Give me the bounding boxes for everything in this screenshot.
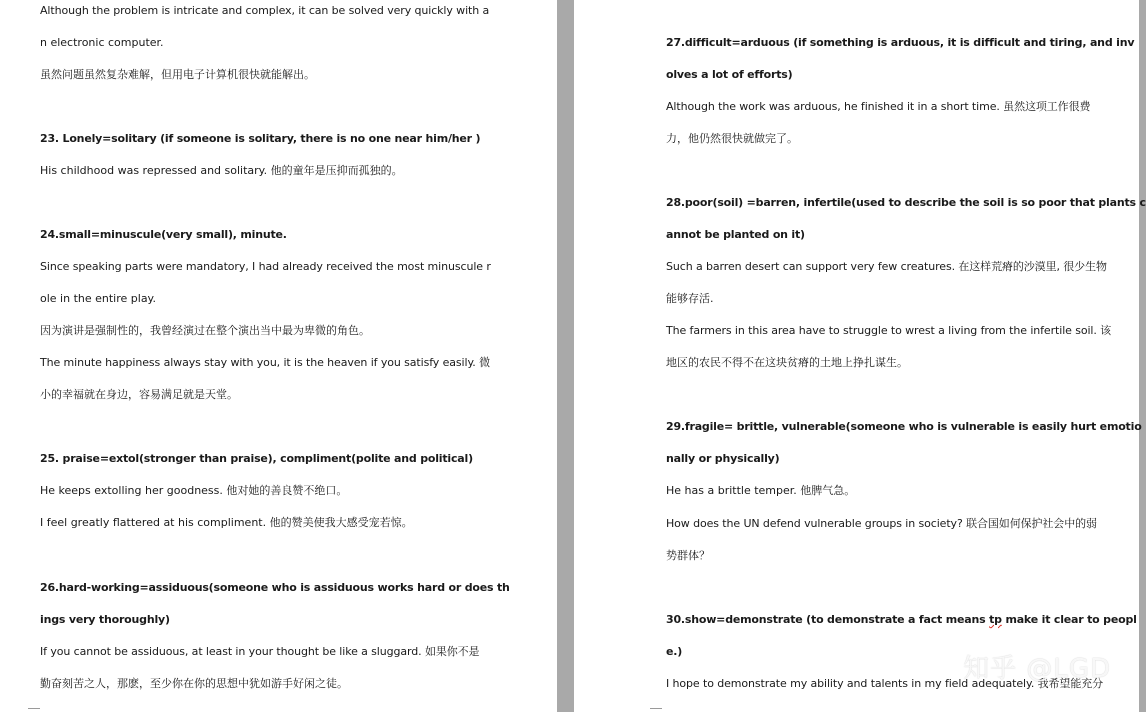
entry-heading: 25. praise=extol(stronger than praise), compliment(polite and political)	[40, 452, 473, 465]
text-line: The farmers in this area have to struggle to wrest a living from the infertile soil. 该	[666, 324, 1112, 337]
text-line: How does the UN defend vulnerable groups in society? 联合国如何保护社会中的弱	[666, 517, 1097, 530]
entry-heading: annot be planted on it)	[666, 228, 805, 241]
text-line: 力，他仍然很快就做完了。	[666, 132, 798, 145]
entry-heading: 26.hard-working=assiduous(someone who is assiduous works hard or does th	[40, 581, 510, 594]
entry-heading: e.)	[666, 645, 683, 658]
text-line: Such a barren desert can support very few creatures. 在这样荒瘠的沙漠里, 很少生物	[666, 260, 1107, 273]
watermark: 知乎 @LGD	[963, 654, 1111, 684]
page-corner-mark	[28, 708, 40, 712]
spelling-error-mark: tp	[989, 613, 1002, 626]
text-line: n electronic computer.	[40, 36, 164, 49]
text-line: His childhood was repressed and solitary. 他的童年是压抑而孤独的。	[40, 164, 403, 177]
text-line: Since speaking parts were mandatory, I had already received the most minuscule r	[40, 260, 491, 273]
document-page-left	[0, 0, 557, 712]
text-line: Although the problem is intricate and complex, it can be solved very quickly with a	[40, 4, 490, 17]
text-line: 勤奋刻苦之人，那麽，至少你在你的思想中犹如游手好闲之徒。	[40, 677, 348, 690]
text-segment: make it clear to peopl	[1001, 613, 1137, 626]
text-line: He has a brittle temper. 他脾气急。	[666, 484, 856, 497]
text-line: 因为演讲是强制性的，我曾经演过在整个演出当中最为卑微的角色。	[40, 324, 370, 337]
entry-heading: 29.fragile= brittle, vulnerable(someone who is vulnerable is easily hurt emotio	[666, 420, 1142, 433]
entry-heading: ings very thoroughly)	[40, 613, 170, 626]
text-line: 虽然问题虽然复杂难解，但用电子计算机很快就能解出。	[40, 68, 315, 81]
text-line: The minute happiness always stay with you, it is the heaven if you satisfy easily. 微	[40, 356, 490, 369]
entry-heading: 24.small=minuscule(very small), minute.	[40, 228, 287, 241]
entry-heading: 28.poor(soil) =barren, infertile(used to describe the soil is so poor that plants c	[666, 196, 1146, 209]
text-line: 能够存活.	[666, 292, 714, 305]
text-segment: 30.show=demonstrate (to demonstrate a fact means	[666, 613, 990, 626]
page-corner-mark	[650, 708, 662, 712]
entry-heading: 27.difficult=arduous (if something is arduous, it is difficult and tiring, and inv	[666, 36, 1135, 49]
text-line: He keeps extolling her goodness. 他对她的善良赞不绝口。	[40, 484, 348, 497]
text-line: 小的幸福就在身边，容易满足就是天堂。	[40, 388, 238, 401]
text-line: I hope to demonstrate my ability and talents in my field adequately. 我希望能充分	[666, 677, 1104, 690]
entry-heading: 23. Lonely=solitary (if someone is solitary, there is no one near him/her )	[40, 132, 481, 145]
entry-heading: olves a lot of efforts)	[666, 68, 793, 81]
text-line: I feel greatly flattered at his compliment. 他的赞美使我大感受宠若惊。	[40, 516, 413, 529]
text-line: ole in the entire play.	[40, 292, 156, 305]
text-line: 地区的农民不得不在这块贫瘠的土地上挣扎谋生。	[666, 356, 908, 369]
entry-heading	[666, 613, 1137, 627]
text-line: 势群体？	[666, 549, 710, 562]
text-line: Although the work was arduous, he finished it in a short time. 虽然这项工作很费	[666, 100, 1091, 113]
text-line: If you cannot be assiduous, at least in your thought be like a sluggard. 如果你不是	[40, 645, 480, 658]
document-page-right	[574, 0, 1146, 712]
entry-heading: nally or physically)	[666, 452, 780, 465]
